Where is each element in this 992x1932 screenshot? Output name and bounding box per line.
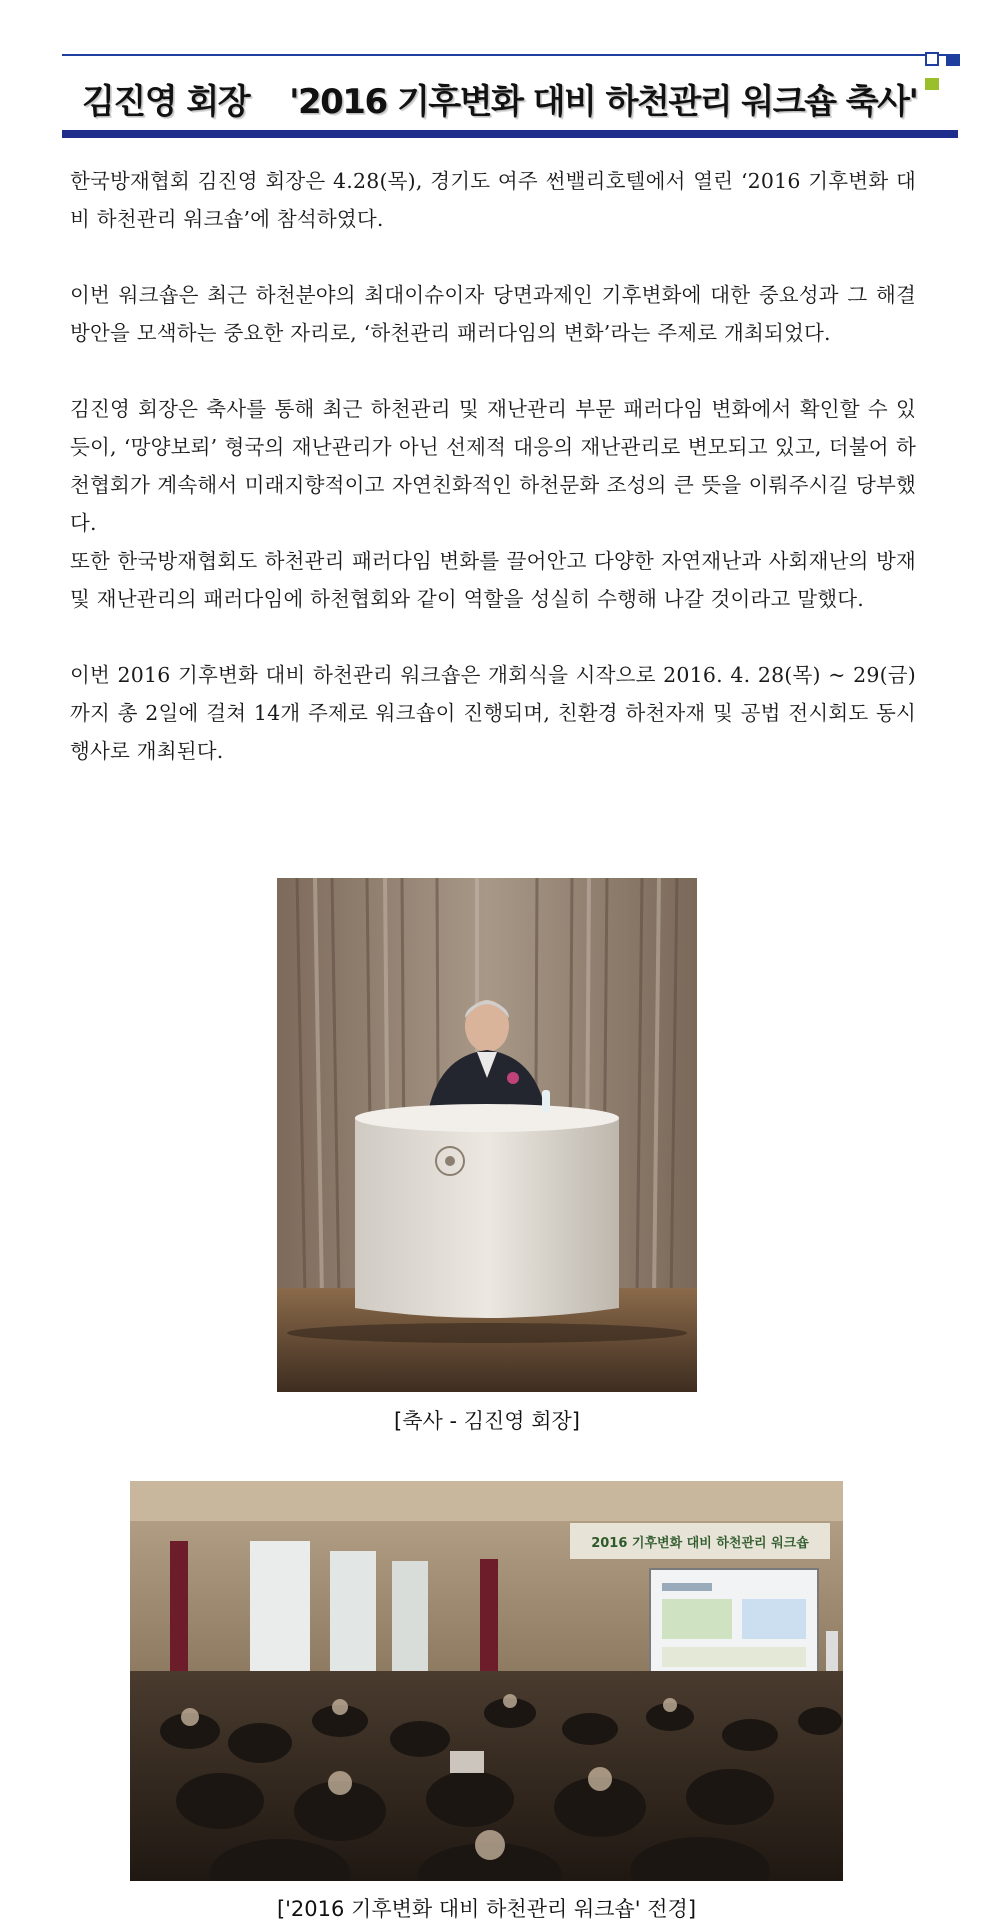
header-top-rule — [62, 54, 958, 56]
page-title — [82, 74, 922, 126]
photo-caption-speaker: [축사 - 김진영 회장] — [394, 1409, 580, 1433]
paragraph-4: 또한 한국방재협회도 하천관리 패러다임 변화를 끌어안고 다양한 자연재난과 사회재난의 방재 및 재난관리의 패러다임에 하천협회와 같이 역할을 성실히 수행해 나갈 것이라고 말했다. — [70, 549, 916, 611]
decor-square-navy — [946, 54, 960, 66]
title-event: '2016 기후변화 대비 하천관리 워크숍 축사' — [289, 82, 918, 122]
title-name: 김진영 회장 — [82, 82, 250, 122]
photo-workshop-hall — [130, 1481, 843, 1881]
paragraph-3: 김진영 회장은 축사를 통해 최근 하천관리 및 재난관리 부문 패러다임 변화에서 확인할 수 있듯이, ‘망양보뢰’ 형국의 재난관리가 아닌 선제적 대응의 재난관리로 변모되고 있고, 더불어 하천협회가 계속해서 미래지향적이고 자연친화적인 하천문화 조성의 큰 뜻을 이뤄주시길 당부했다. — [70, 397, 916, 535]
paragraph-2: 이번 워크숍은 최근 하천분야의 최대이슈이자 당면과제인 기후변화에 대한 중요성과 그 해결방안을 모색하는 중요한 자리로, ‘하천관리 패러다임의 변화’라는 주제로 개최되었다. — [70, 283, 916, 345]
article-body — [70, 162, 916, 770]
header-bottom-rule — [62, 130, 958, 138]
photo-caption-workshop: ['2016 기후변화 대비 하천관리 워크숍' 전경] — [276, 1897, 697, 1921]
decor-square-outline — [925, 52, 939, 66]
paragraph-5: 이번 2016 기후변화 대비 하천관리 워크숍은 개회식을 시작으로 2016. 4. 28(목) ~ 29(금)까지 총 2일에 걸쳐 14개 주제로 워크숍이 진행되며, 친환경 하천자재 및 공법 전시회도 동시행사로 개최된다. — [70, 663, 916, 763]
photo-speaker-at-podium — [277, 878, 697, 1392]
paragraph-1: 한국방재협회 김진영 회장은 4.28(목), 경기도 여주 썬밸리호텔에서 열린 ‘2016 기후변화 대비 하천관리 워크숍’에 참석하였다. — [70, 169, 916, 231]
decor-square-green — [925, 78, 939, 90]
banner-text: 2016 기후변화 대비 하천관리 워크숍 — [591, 1536, 809, 1551]
